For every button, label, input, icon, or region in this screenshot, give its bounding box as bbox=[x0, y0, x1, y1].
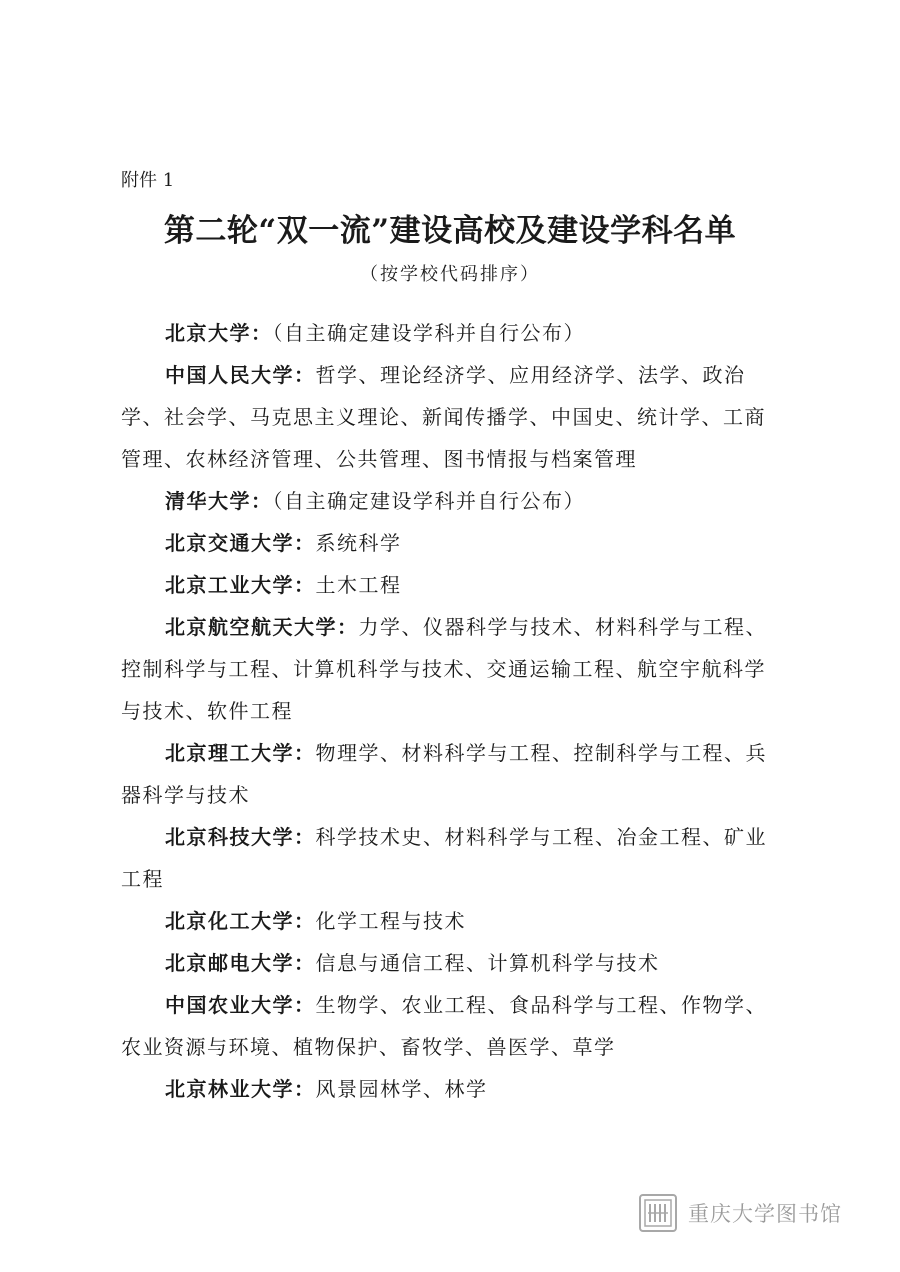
watermark-text: 重庆大学图书馆 bbox=[688, 1202, 842, 1226]
list-item bbox=[121, 984, 786, 1068]
list-item bbox=[121, 606, 786, 732]
list-item bbox=[121, 900, 786, 942]
list-item bbox=[121, 312, 786, 354]
attachment-label: 附件 1 bbox=[121, 170, 175, 191]
list-item bbox=[121, 480, 786, 522]
university-name: 北京交通大学： bbox=[165, 531, 316, 555]
university-name: 北京邮电大学： bbox=[165, 951, 316, 975]
university-name: 中国农业大学： bbox=[165, 993, 316, 1017]
university-name: 北京理工大学： bbox=[165, 741, 316, 765]
library-logo-icon bbox=[638, 1193, 678, 1233]
subject-list: 土木工程 bbox=[315, 573, 402, 597]
subject-list: 哲学、理论经济学、应用经济学、法学、政治学、社会学、马克思主义理论、新闻传播学、中国史、统计学、工商管理、农林经济管理、公共管理、图书情报与档案管理 bbox=[121, 363, 766, 471]
university-name: 北京林业大学： bbox=[165, 1077, 316, 1101]
subject-list: 科学技术史、材料科学与工程、冶金工程、矿业工程 bbox=[121, 825, 767, 891]
university-name: 清华大学： bbox=[165, 489, 273, 513]
list-item bbox=[121, 522, 786, 564]
subject-list: （自主确定建设学科并自行公布） bbox=[272, 489, 585, 513]
list-item bbox=[121, 354, 786, 480]
university-name: 北京大学： bbox=[165, 321, 273, 345]
university-name: 北京化工大学： bbox=[165, 909, 316, 933]
list-item bbox=[121, 732, 786, 816]
list-item bbox=[121, 942, 786, 984]
subject-list: 力学、仪器科学与技术、材料科学与工程、控制科学与工程、计算机科学与技术、交通运输工程、航空宇航科学与技术、软件工程 bbox=[121, 615, 767, 723]
subject-list: 化学工程与技术 bbox=[315, 909, 466, 933]
document-subtitle: （按学校代码排序） bbox=[360, 264, 540, 285]
subject-list: 生物学、农业工程、食品科学与工程、作物学、农业资源与环境、植物保护、畜牧学、兽医学、草学 bbox=[121, 993, 767, 1059]
subject-list: 信息与通信工程、计算机科学与技术 bbox=[315, 951, 660, 975]
university-name: 北京航空航天大学： bbox=[165, 615, 359, 639]
university-name: 北京科技大学： bbox=[165, 825, 316, 849]
university-list bbox=[121, 312, 786, 1110]
university-name: 中国人民大学： bbox=[165, 363, 316, 387]
list-item bbox=[121, 1068, 786, 1110]
list-item bbox=[121, 816, 786, 900]
university-name: 北京工业大学： bbox=[165, 573, 316, 597]
library-watermark bbox=[638, 1190, 842, 1236]
subject-list: 物理学、材料科学与工程、控制科学与工程、兵器科学与技术 bbox=[121, 741, 767, 807]
subject-list: （自主确定建设学科并自行公布） bbox=[272, 321, 585, 345]
subject-list: 风景园林学、林学 bbox=[315, 1077, 488, 1101]
subject-list: 系统科学 bbox=[315, 531, 402, 555]
list-item bbox=[121, 564, 786, 606]
document-title: 第二轮“双一流”建设高校及建设学科名单 bbox=[163, 213, 737, 249]
